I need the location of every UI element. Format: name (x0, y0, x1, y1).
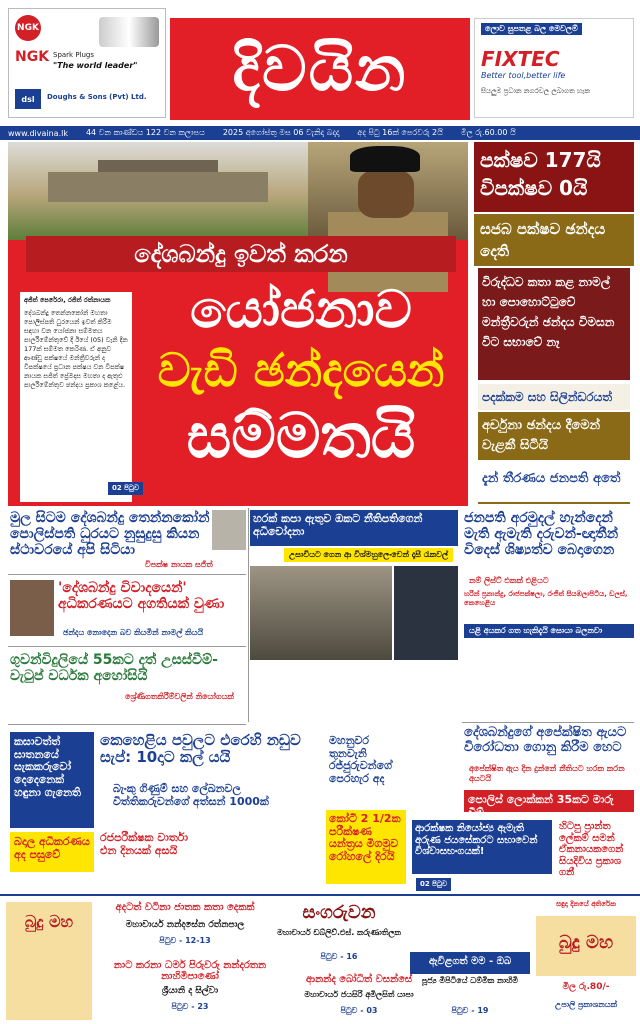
bottom-1-page: පිටුව - 12-13 (159, 936, 211, 945)
lead-kicker: දේශබන්දු ඉවත් කරන (26, 236, 456, 272)
story-f-headline[interactable]: දේශබන්දුගේ අපේක්ෂිත ඇයට විරෝධතා ගොනු කිරීම හෙට (464, 725, 627, 755)
side-story-president[interactable]: දැන් තීරණය ජනපති අතේ (478, 462, 630, 504)
bottom-6-price: මිල රු.80/- (562, 982, 610, 992)
lead-line-1: යෝජනාව (190, 280, 412, 340)
bottom-3-title[interactable]: නාට කරනා ධර්ම පිරුවරු නන්දරතන නාහිමිපාණෝ (113, 960, 267, 982)
lead-body (20, 292, 132, 502)
dateline-bar (0, 126, 640, 140)
story-g-headline[interactable]: පොලිස් ලොක්කන් 35කට මාරු වීම් (464, 790, 634, 812)
dsl-logo-icon: dsl (15, 89, 41, 109)
ngk-advertisement (8, 8, 166, 118)
bottom-3-author: ශ්‍රීයානි ද සිල්වා (161, 986, 219, 996)
sajith-photo (212, 510, 246, 550)
story-e-names: හරින් ප්‍රනාන්දු, රාජපක්ෂලා, රංජිත් සියඹලාපිටිය, ඩලස්, කෙහෙළිය (464, 590, 628, 607)
bottom-4-page: පිටුව - 03 (340, 1006, 378, 1015)
lead-headline (138, 282, 464, 470)
vote-against: විපක්ෂව 0යි (480, 176, 588, 200)
story-h-headline[interactable]: කෙහෙළිය පවුලට එරෙහි නඩුව සැප්: 10දාට කල් යයි (100, 731, 301, 767)
lead-byline: අජිත් පෙරේරා, රජිත් රත්නායක (24, 296, 111, 304)
divider (8, 646, 246, 647)
page-count: අද පිටු 16ක් පෙරවරු 2යි (357, 128, 443, 137)
price: මිල රු.60.00 යි (460, 128, 516, 137)
story-f-sub: අපේක්ෂිත ඇය දින දුන්නේ නීතියට හරක කරන අයටයි (464, 762, 634, 786)
story-n-headline[interactable]: හිටපු ප්‍රාන්ත ලේකම් සමන් ඒකනායකගෙන් සියදිවිය ප්‍රකාශ ගනී (556, 818, 634, 892)
bottom-2-author: මහාචාර්ය ඩබ්ලිව්.එස්. කරුණාතිලක (277, 928, 401, 937)
spark-plug-image (99, 17, 159, 47)
bottom-2-title[interactable]: සංගරුවන (302, 902, 376, 923)
fixtec-brand: FIXTEC (481, 47, 560, 71)
bottom-2-page: පිටුව - 16 (320, 952, 358, 961)
story-i-headline[interactable]: කසාවත්ත් ඝාතනයේ සැකකරුවෝ දෙදෙනෙක් හඳුනා ගැනෙති (10, 732, 94, 828)
supplement-strip (0, 894, 640, 1024)
parliament-photo (8, 142, 308, 240)
story-h-sub: බැංකු ගිණුම් සහ ලේඛනවල විත්තිකරුවන්ගේ අත්සන් 1000ක් (110, 780, 316, 824)
story-k-headline[interactable]: මහනුවර තුනවැනි රජ්ජුරුවන්ගේ පෙරහැර අද (326, 732, 406, 804)
divider (8, 574, 246, 575)
bottom-3-page: පිටුව - 23 (171, 1002, 209, 1011)
fixtec-tagline: ලොව සුපතළ බල මෙවලම් (481, 23, 582, 35)
divider (8, 724, 246, 725)
vote-for: පක්ෂව 177යි (480, 148, 601, 172)
side-story-archuna[interactable]: අර්චුනා ඡන්දය දීමෙන් වැළකී සිටියි (478, 412, 630, 460)
lead-story[interactable] (8, 142, 468, 506)
ngk-distributor: Doughs & Sons (Pvt) Ltd. (47, 93, 147, 101)
story-j-headline[interactable]: රජපරීක්ෂක වාර්තා එන දිනයක් අසයි (100, 831, 189, 857)
story-l-headline[interactable]: කෝටි 2 1/2ක පරීක්ෂණ යන්ත්‍රය මිගමුව රෝහලේ දිරයි (326, 810, 406, 884)
vote-count-box (474, 142, 634, 212)
fixtec-info: සියලුම ප්‍රධාන නගරවල ලබාගත හැක (481, 87, 591, 95)
bottom-6-top: සඳුදා දිනයේ අතිරේක (556, 900, 616, 908)
divider (462, 722, 634, 723)
ngk-product: Spark Plugs (53, 51, 95, 59)
suited-man-photo (394, 566, 458, 660)
story-d-sub: උසාවියට ගෙන ආ විශ්මහුලෙංචෙන් දෑසී රැකවල් (284, 548, 453, 562)
bottom-6-publisher: උපාලි ප්‍රකාශනයක් (554, 1000, 618, 1009)
story-e-sub: යළි අයකර ගත හැකිදැයි සොයා බලනවා (464, 624, 634, 638)
bottom-4-title[interactable]: ආනන්ද බෝධිත් වසන්සේ (305, 974, 413, 985)
side-story-namal[interactable]: විරුද්ධව කතා කළ නාමල් හා පොහොට්ටුවේ මන්ත්‍රීවරුන් ඡන්දය විමසන විට සභාවේ නෑ (478, 268, 630, 380)
bottom-1-title[interactable]: අදටත් වටිනා ජාතක කතා දෙකක් (115, 902, 255, 913)
story-e-list: නම් ලිස්ට් එකක් එළියට (464, 574, 634, 588)
bottom-5-page: පිටුව - 19 (451, 1006, 489, 1015)
bottom-4-author: මහාචාර්ය ජයසිරි අමිලසිත් යාපා (304, 990, 414, 999)
story-i-sub: බදාල අධිකරණය අද පසුවේ (10, 832, 94, 872)
story-a-tag: විපක්ෂ නායක සජිත් (140, 558, 218, 572)
lead-page-tag[interactable]: 02 පිටුව (108, 482, 143, 495)
bottom-5-sub: පූජ්‍ය මීපිටියේ ධම්මික නාහිමි (421, 976, 519, 985)
namal-photo (10, 580, 54, 636)
masthead-title: දිවයින (232, 32, 408, 105)
fixtec-slogan: Better tool,better life (481, 71, 566, 80)
story-b-headline[interactable]: 'දේශබන්දු විවාදයෙන්' අධිකරණයට අගතියක් වුණා (58, 580, 225, 613)
page-tag[interactable]: 02 පිටුව (416, 878, 451, 891)
story-e-headline-1[interactable]: ජනපති අරමුදල් හැන්දෙන් මැති ඇමැති දරුවන්-ඥාතීන් විදෙස් ශිෂ්‍යත්ව බෙදාගෙන (464, 510, 619, 559)
volume-info: 44 වන කාණ්ඩය 122 වන කලාපය (85, 128, 205, 137)
court-photo (250, 566, 392, 660)
lead-line-2: වැඩි ඡන්දයෙන් (157, 343, 445, 398)
sjb-vote-box: සජබ පක්ෂව ඡන්දය දෙති (474, 214, 634, 266)
side-story-medal[interactable]: පදක්කම සහ සිලින්ඩරයත් (478, 384, 630, 410)
bottom-1-author: මහාචාර්ය නන්දසේන රත්නපාල (125, 920, 245, 930)
ngk-logo-icon: NGK (15, 15, 41, 41)
column-rule (248, 508, 249, 722)
lead-text: දේශබන්දු තෙන්නකෝන් මහතා පොලිස්පති ධුරයෙන් ඉවත් කිරීම සඳහා වන යෝජනා සම්මතය පාර්ලිමේන්තුවේ දී ඊයේ (05) වැනි දින 177ක් සම්මත කෙරිණ. ඒ අනුව ආණ්ඩු පක්ෂයේ මන්ත්‍රීවරුන් ද විපක්ෂයේ ප්‍රධාන පක්ෂය වන විපක්ෂ නායක සජිත් ප්‍රේමදාස මහතා ද ඇතුළු පාර්ලිමේන්තුව ඡන්දය ප්‍රකාශ කළේය. (24, 309, 128, 389)
story-m-headline[interactable]: ආරක්ෂක නියෝජ්‍ය ඇමැති අරුණ ජයසේකරට සභාවෙන් විශ්වාසභංගයක්! (412, 820, 552, 874)
ngk-brand: NGK (15, 49, 50, 65)
fixtec-advertisement (474, 18, 634, 118)
story-a-headline[interactable]: මුල සිටම දේශබන්දු තෙන්නකෝන් පොලිස්පති ධුරයට නුසුදුසු කියන ස්ථාවරයේ අපි සිටියා (10, 510, 210, 559)
story-c-tag: ශ්‍රේණිගතකිරීම්වලින් නියෝගයක් (120, 690, 239, 704)
site-url[interactable]: www.divaina.lk (8, 128, 68, 138)
issue-date: 2025 අගෝස්තු මස 06 වැනිදා බදාදා (222, 128, 340, 137)
story-c-headline[interactable]: ගුවන්විදුලියේ 55කට දත් උසස්වීම්-වැටුප් වර්ධක අහෝසියි (10, 652, 218, 685)
story-d-headline[interactable]: හරක් කපා ඇතුව ඔකට නීතිපතිගෙන් අධිචෝදනා (250, 510, 458, 546)
ngk-slogan: "The world leader" (53, 61, 138, 70)
police-officer-photo (308, 142, 468, 240)
masthead (170, 18, 470, 120)
story-b-tag: ඡන්දය නොදෙන බව කියමින් නාමල් කියයි (58, 626, 208, 640)
buduma-cover[interactable]: බුදු මහ (6, 902, 92, 1020)
bottom-5-title[interactable]: ඇවිළගත් මම - ඔබ (410, 952, 530, 974)
bottom-6-title[interactable]: බුදු මහ (536, 916, 636, 976)
lead-line-3: සම්මතයි (186, 398, 416, 472)
